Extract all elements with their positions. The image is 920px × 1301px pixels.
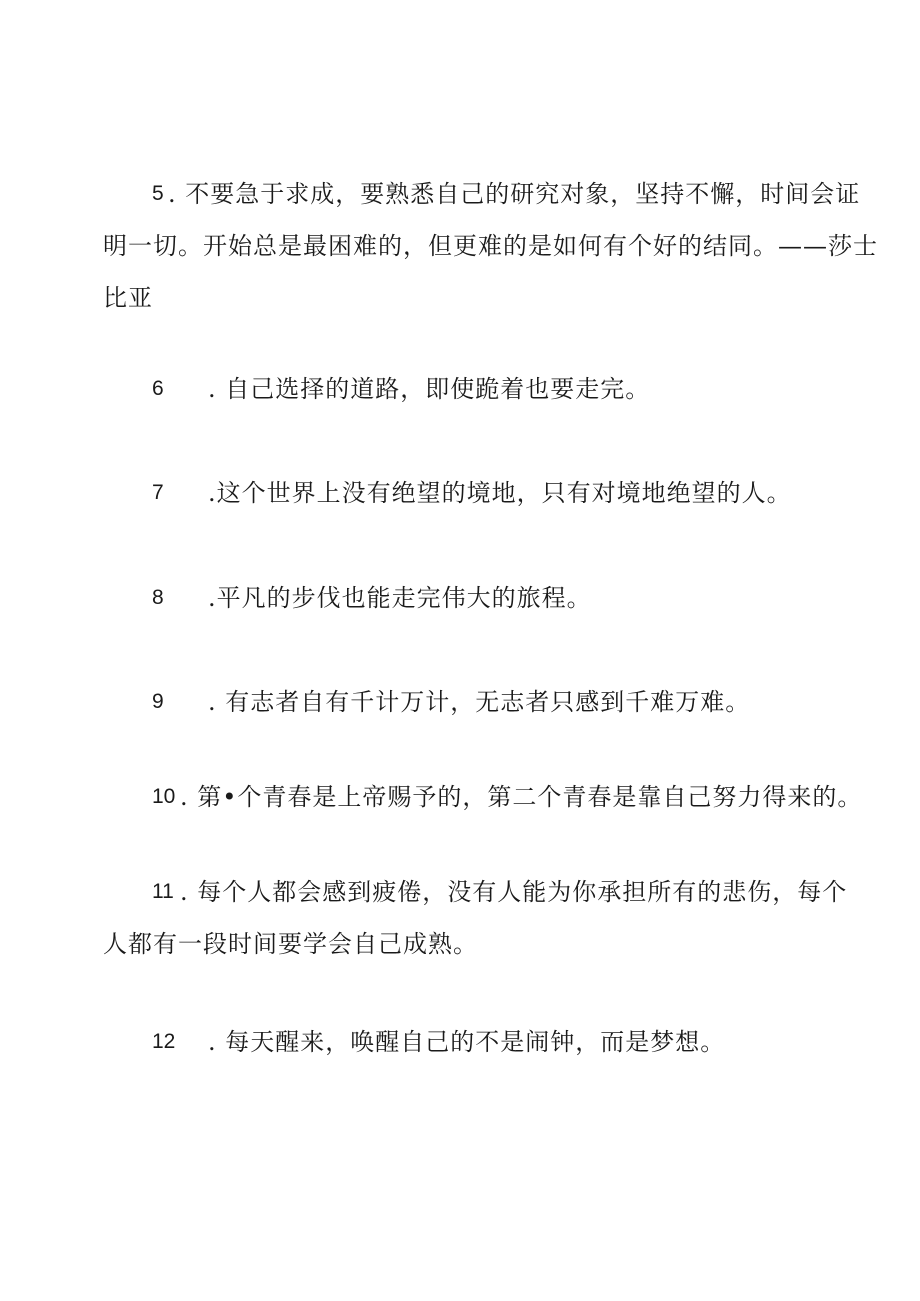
item-number: 12 bbox=[152, 1030, 176, 1053]
item-number: 11 bbox=[152, 880, 174, 903]
item-text-line: 明一切。开始总是最困难的，但更难的是如何有个好的结同。——莎士 bbox=[103, 232, 878, 260]
item-text-line: 人都有一段时间要学会自己成熟。 bbox=[103, 930, 478, 958]
item-text-line: . 每个人都会感到疲倦，没有人能为你承担所有的悲伤，每个 bbox=[180, 878, 848, 906]
item-text-line: . 自己选择的道路，即使跪着也要走完。 bbox=[208, 375, 651, 403]
item-number: 9 bbox=[152, 690, 164, 713]
item-text-line: . 不要急于求成，要熟悉自己的研究对象，坚持不懈，时间会证 bbox=[168, 180, 861, 208]
item-text-line: . 有志者自有千计万计，无志者只感到千难万难。 bbox=[208, 688, 751, 716]
item-text-line: .平凡的步伐也能走完伟大的旅程。 bbox=[208, 584, 592, 612]
item-number: 7 bbox=[152, 481, 164, 504]
item-text-line: .这个世界上没有绝望的境地，只有对境地绝望的人。 bbox=[208, 479, 792, 507]
item-number: 8 bbox=[152, 586, 164, 609]
item-text-line: . 每天醒来，唤醒自己的不是闹钟，而是梦想。 bbox=[208, 1028, 726, 1056]
item-text-line: 比亚 bbox=[103, 284, 153, 312]
item-number: 5 bbox=[152, 182, 164, 205]
item-number: 10 bbox=[152, 785, 176, 808]
item-number: 6 bbox=[152, 377, 164, 400]
item-text-line: . 第•个青春是上帝赐予的，第二个青春是靠自己努力得来的。 bbox=[180, 783, 863, 811]
